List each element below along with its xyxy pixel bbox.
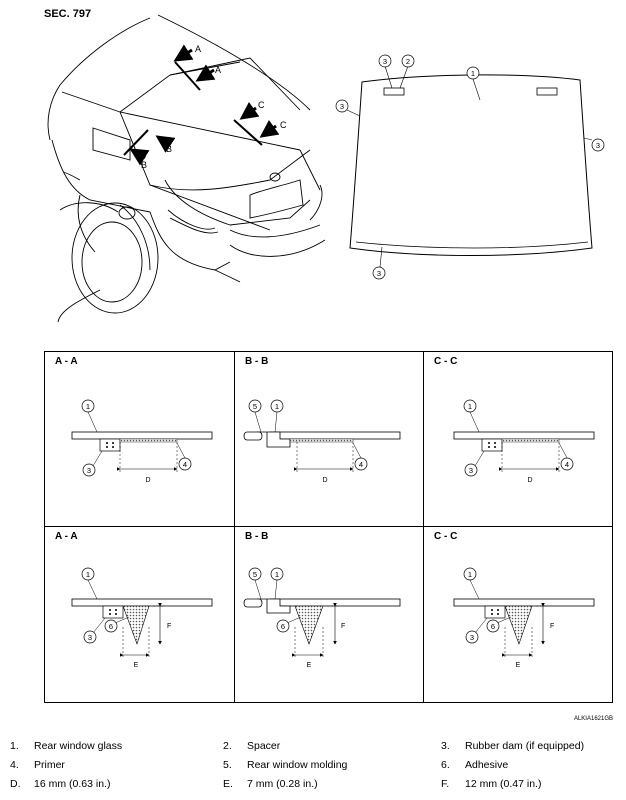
svg-text:1: 1 bbox=[85, 402, 91, 411]
svg-text:4: 4 bbox=[564, 460, 570, 469]
top-illustration bbox=[0, 0, 626, 345]
rear-window-glass bbox=[350, 75, 592, 256]
section-cell-bb-top bbox=[235, 352, 424, 526]
svg-text:1: 1 bbox=[467, 402, 473, 411]
dim-label: D bbox=[145, 477, 151, 484]
section-title: A - A bbox=[55, 531, 78, 542]
spacer-left bbox=[384, 88, 404, 95]
svg-text:E: E bbox=[133, 662, 139, 669]
glass-callout-1: 3 bbox=[382, 57, 388, 66]
marker-a1: A bbox=[195, 44, 202, 54]
svg-text:D: D bbox=[527, 477, 533, 484]
svg-text:1: 1 bbox=[85, 570, 91, 579]
svg-text:E: E bbox=[515, 662, 521, 669]
section-title: B - B bbox=[245, 356, 269, 367]
svg-text:F: F bbox=[550, 623, 555, 630]
svg-text:1: 1 bbox=[274, 570, 280, 579]
svg-text:6: 6 bbox=[280, 622, 286, 631]
section-title: B - B bbox=[245, 531, 269, 542]
svg-text:1: 1 bbox=[274, 402, 280, 411]
svg-text:D: D bbox=[322, 477, 328, 484]
svg-text:3: 3 bbox=[87, 633, 93, 642]
section-cell-aa-bottom bbox=[45, 527, 234, 701]
section-title: C - C bbox=[434, 356, 458, 367]
glass-callout-4: 3 bbox=[339, 102, 345, 111]
glass-callout-5: 3 bbox=[595, 141, 601, 150]
glass-callout-6: 3 bbox=[376, 269, 382, 278]
section-cell-cc-bottom bbox=[424, 527, 613, 701]
svg-text:5: 5 bbox=[252, 570, 258, 579]
svg-text:3: 3 bbox=[468, 466, 474, 475]
svg-text:6: 6 bbox=[108, 622, 114, 631]
section-title: A - A bbox=[55, 356, 78, 367]
figure-code: ALKIA1621GB bbox=[573, 716, 613, 722]
section-title: C - C bbox=[434, 531, 458, 542]
spacer-right bbox=[537, 88, 557, 95]
section-number: SEC. 797 bbox=[44, 8, 92, 20]
section-markers bbox=[124, 62, 262, 155]
direction-arrows bbox=[132, 50, 276, 158]
svg-text:4: 4 bbox=[182, 460, 188, 469]
section-grid bbox=[44, 351, 613, 703]
glass-callout-2: 2 bbox=[405, 57, 411, 66]
section-cell-aa-top bbox=[45, 352, 234, 526]
marker-b1: B bbox=[166, 144, 173, 154]
svg-text:E: E bbox=[306, 662, 312, 669]
svg-text:F: F bbox=[341, 623, 346, 630]
svg-text:F: F bbox=[167, 623, 172, 630]
svg-text:3: 3 bbox=[469, 633, 475, 642]
svg-text:1: 1 bbox=[467, 570, 473, 579]
section-cell-cc-top bbox=[424, 352, 613, 526]
svg-text:5: 5 bbox=[252, 402, 258, 411]
car-rear-view bbox=[48, 15, 325, 322]
marker-c1: C bbox=[258, 100, 265, 110]
svg-text:3: 3 bbox=[86, 466, 92, 475]
glass-callout-3: 1 bbox=[470, 69, 476, 78]
marker-b2: B bbox=[141, 160, 148, 170]
marker-c2: C bbox=[280, 120, 287, 130]
marker-a2: A bbox=[215, 65, 222, 75]
section-cell-bb-bottom bbox=[235, 527, 424, 701]
svg-text:4: 4 bbox=[358, 460, 364, 469]
svg-text:6: 6 bbox=[490, 622, 496, 631]
